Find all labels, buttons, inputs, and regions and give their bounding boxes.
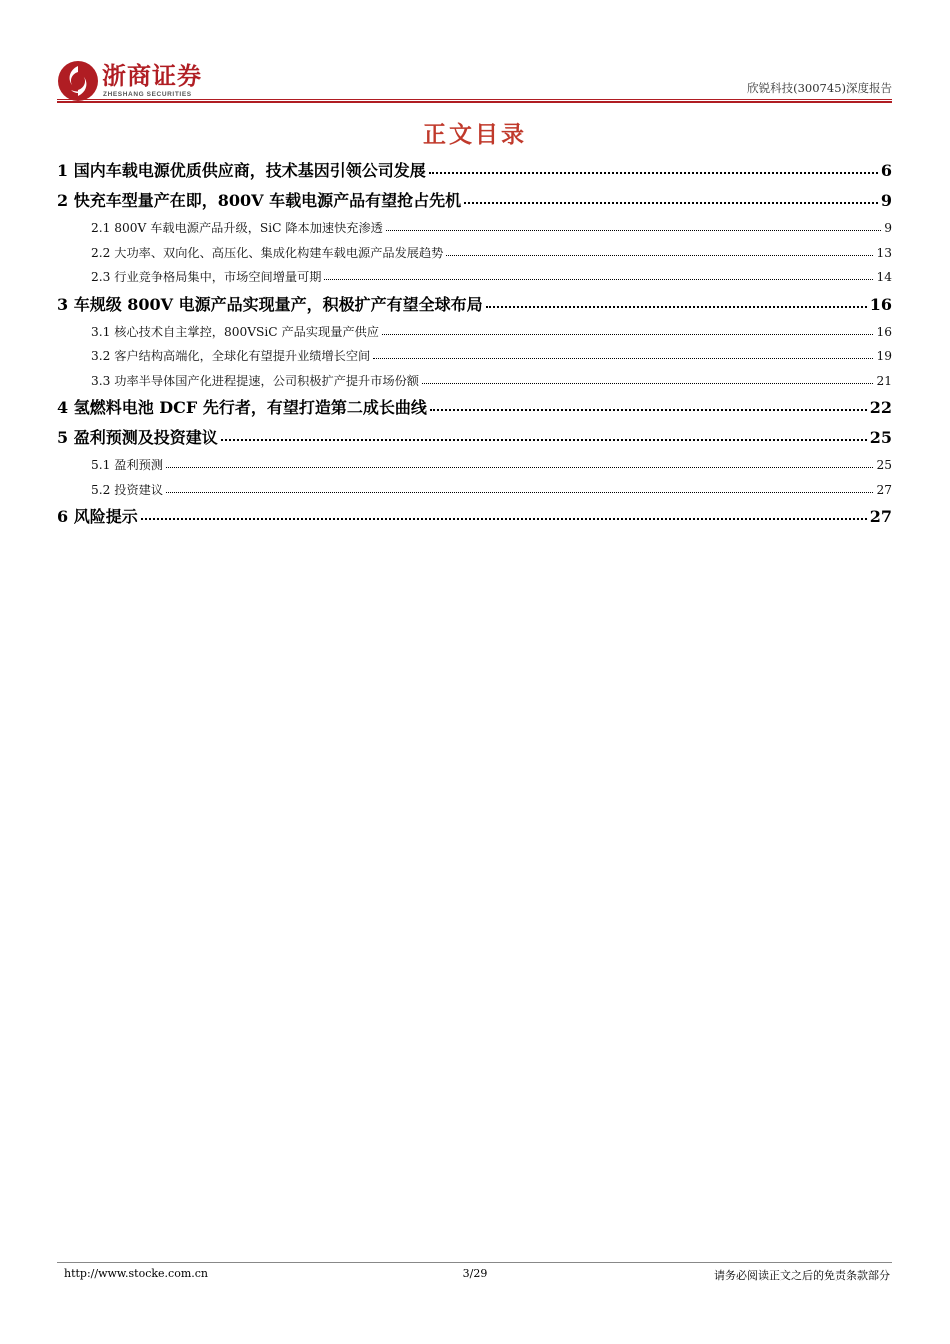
toc-leader-dots — [446, 244, 873, 256]
footer-website-link[interactable]: http://www.stocke.com.cn — [64, 1267, 208, 1280]
toc-entry-page: 19 — [876, 349, 892, 363]
toc-entry-page: 21 — [876, 373, 892, 388]
toc-entry-title: 5 盈利预测及投资建议 — [57, 428, 218, 447]
toc-entry-title: 3.3 功率半导体国产化进程提速，公司积极扩产提升市场份额 — [91, 373, 419, 388]
toc-entry-page: 27 — [876, 482, 892, 497]
toc-entry-title: 4 氢燃料电池 DCF 先行者，有望打造第二成长曲线 — [57, 398, 427, 417]
toc-entry-page: 25 — [876, 458, 892, 472]
toc-entry-title: 2 快充车型量产在即，800V 车载电源产品有望抢占先机 — [57, 191, 462, 210]
toc-entry-page: 9 — [884, 221, 892, 235]
toc-leader-dots — [464, 190, 878, 206]
logo-mark-icon — [57, 60, 99, 102]
footer-page-number: 3/29 — [462, 1267, 488, 1280]
toc-entry[interactable] — [57, 502, 892, 532]
toc-entry-title: 2.3 行业竞争格局集中，市场空间增量可期 — [91, 270, 322, 284]
toc-leader-dots — [382, 323, 874, 335]
report-title: 欣锐科技(300745)深度报告 — [747, 81, 892, 95]
toc-leader-dots — [422, 372, 874, 384]
toc-subentry[interactable] — [57, 216, 892, 241]
toc-entry-page: 16 — [876, 324, 892, 339]
toc-entry-page: 6 — [880, 161, 892, 180]
toc-subentry[interactable] — [57, 320, 892, 345]
toc-entry-title: 3.2 客户结构高端化，全球化有望提升业绩增长空间 — [91, 349, 371, 363]
page-header — [57, 58, 892, 102]
footer-disclaimer-note: 请务必阅读正文之后的免责条款部分 — [714, 1269, 890, 1282]
toc-leader-dots — [221, 427, 867, 443]
toc-leader-dots — [373, 348, 873, 360]
toc-subentry[interactable] — [57, 453, 892, 478]
toc-leader-dots — [386, 220, 881, 232]
brand-logo — [57, 60, 217, 102]
toc-entry-title: 6 风险提示 — [57, 507, 138, 526]
toc-entry-page: 27 — [869, 507, 892, 526]
table-of-contents — [57, 156, 892, 532]
toc-entry-title: 3.1 核心技术自主掌控，800VSiC 产品实现量产供应 — [91, 324, 379, 339]
toc-subentry[interactable] — [57, 369, 892, 394]
toc-subentry[interactable] — [57, 344, 892, 369]
toc-entry[interactable] — [57, 186, 892, 216]
header-divider-thick — [57, 101, 892, 103]
header-divider — [57, 99, 892, 100]
logo-english-text: ZHESHANG SECURITIES — [103, 91, 192, 98]
toc-leader-dots — [486, 294, 867, 310]
toc-entry[interactable] — [57, 393, 892, 423]
toc-entry-page: 9 — [880, 191, 892, 210]
toc-entry-title: 5.2 投资建议 — [91, 482, 164, 497]
toc-leader-dots — [429, 160, 878, 176]
toc-entry-title: 2.1 800V 车载电源产品升级，SiC 降本加速快充渗透 — [91, 221, 383, 235]
toc-entry-page: 25 — [869, 428, 892, 447]
toc-entry-page: 22 — [869, 398, 892, 417]
toc-heading: 正文目录 — [423, 121, 527, 148]
toc-entry[interactable] — [57, 423, 892, 453]
toc-subentry[interactable] — [57, 241, 892, 266]
toc-leader-dots — [324, 269, 873, 281]
toc-subentry[interactable] — [57, 265, 892, 290]
toc-entry-page: 13 — [876, 245, 892, 260]
toc-subentry[interactable] — [57, 478, 892, 503]
toc-leader-dots — [166, 481, 873, 493]
logo-chinese-text: 浙商证券 — [102, 62, 202, 90]
toc-leader-dots — [166, 457, 873, 469]
toc-entry-page: 16 — [869, 294, 892, 314]
footer-divider — [57, 1262, 892, 1263]
toc-entry[interactable] — [57, 156, 892, 186]
toc-entry-title: 3 车规级 800V 电源产品实现量产，积极扩产有望全球布局 — [57, 294, 483, 314]
toc-leader-dots — [430, 397, 867, 413]
toc-entry-title: 5.1 盈利预测 — [91, 458, 164, 472]
toc-leader-dots — [141, 506, 867, 522]
toc-entry[interactable] — [57, 290, 892, 320]
toc-entry-title: 2.2 大功率、双向化、高压化、集成化构建车载电源产品发展趋势 — [91, 245, 444, 260]
toc-entry-page: 14 — [876, 270, 892, 284]
toc-entry-title: 1 国内车载电源优质供应商，技术基因引领公司发展 — [57, 161, 426, 180]
